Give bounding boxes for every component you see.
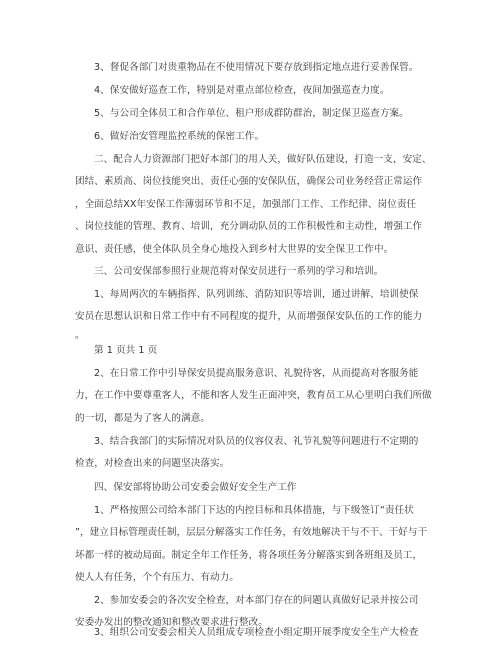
text-line: 4、保安做好巡查工作，特别是对重点部位检查，夜间加强巡查力度。 bbox=[94, 85, 390, 96]
text-line: ，全面总结XX年安保工作薄弱环节和不足，加强部门工作、工作纪律、岗位责任 bbox=[75, 198, 417, 210]
text-line: 2、参加安委会的各次安全检查，对本部门存在的问题认真做好记录并按公司 bbox=[94, 595, 419, 606]
text-line: 6、做好治安管理监控系统的保密工作。 bbox=[94, 131, 265, 142]
paragraph-7 bbox=[75, 284, 427, 343]
text-line: 3、结合我部门的实际情况对队员的仪容仪表、礼节礼貌等问题进行不定期的 bbox=[94, 436, 419, 447]
text-line: 。 bbox=[75, 329, 85, 341]
paragraph-1 bbox=[75, 57, 427, 79]
text-line: 、岗位技能的管理、教育、培训，充分调动队员的工作积极性和主动性，增强工作 bbox=[75, 221, 423, 233]
text-line: 安员在思想认识和日常工作中有不同程度的提升，从而增强保安队伍的工作的能力 bbox=[75, 311, 423, 323]
paragraph-3 bbox=[75, 103, 427, 125]
paragraph-13 bbox=[75, 622, 427, 644]
paragraph-8 bbox=[75, 363, 432, 430]
text-line: 3、组织公司安委会相关人员组成专项检查小组定期开展季度安全生产大检查 bbox=[94, 627, 419, 638]
text-line: 1、严格按照公司给本部门下达的内控目标和具体措施，与下级签订“责任状 bbox=[94, 505, 414, 516]
text-line: 三、公司安保部参照行业规范将对保安员进行一系列的学习和培训。 bbox=[94, 266, 384, 277]
paragraph-10 bbox=[75, 477, 427, 499]
paragraph-5 bbox=[75, 149, 432, 261]
text-line: 坏都一样的被动局面。制定全年工作任务，将各项任务分解落实到各班组及员工， bbox=[75, 549, 423, 561]
paragraph-4 bbox=[75, 126, 427, 148]
text-line: 团结、素质高、岗位技能突出、责任心强的安保队伍，确保公司业务经营正常运作 bbox=[75, 176, 423, 188]
text-line: 1、每周两次的车辆指挥、队列训练、消防知识等培训，通过讲解、培训使保 bbox=[94, 289, 419, 300]
text-line: 安委办发出的整改通知和整改要求进行整改。 bbox=[75, 617, 268, 629]
paragraph-6 bbox=[75, 261, 427, 283]
text-line: 二、配合人力资源部门把好本部门的用人关，做好队伍建设，打造一支，安定、 bbox=[94, 154, 432, 165]
text-line: 四、保安部将协助公司安委会做好安全生产工作 bbox=[94, 482, 297, 493]
page-number-footer bbox=[75, 340, 427, 362]
text-line: 使人人有任务，个个有压力、有动力。 bbox=[75, 572, 239, 584]
text-line: 的一切，都是为了客人的满意。 bbox=[75, 412, 211, 424]
text-line: ”，建立目标管理责任制，层层分解落实工作任务，有效地解决干与不干、干好与干 bbox=[75, 527, 428, 539]
page-number-text: 第 1 页共 1 页 bbox=[94, 345, 158, 356]
paragraph-2 bbox=[75, 80, 427, 102]
text-line: 3、督促各部门对贵重物品在不使用情况下要存放到指定地点进行妥善保管。 bbox=[94, 62, 419, 73]
text-line: 5、与公司全体员工和合作单位、租户形成群防群治，制定保卫巡查方案。 bbox=[94, 108, 409, 119]
paragraph-11 bbox=[75, 500, 427, 590]
paragraph-9 bbox=[75, 431, 427, 476]
text-line: 意识、责任感，使全体队员全身心地投入到乡村大世界的安全保卫工作中。 bbox=[75, 243, 394, 255]
text-line: 2、在日常工作中引导保安员提高服务意识、礼貌待客，从而提高对客服务能 bbox=[94, 368, 419, 379]
text-line: 力，在工作中要尊重客人，不能和客人发生正面冲突，教育员工从心里明白我们所做 bbox=[75, 390, 432, 402]
text-line: 检查，对检查出来的问题坚决落实。 bbox=[75, 458, 230, 470]
